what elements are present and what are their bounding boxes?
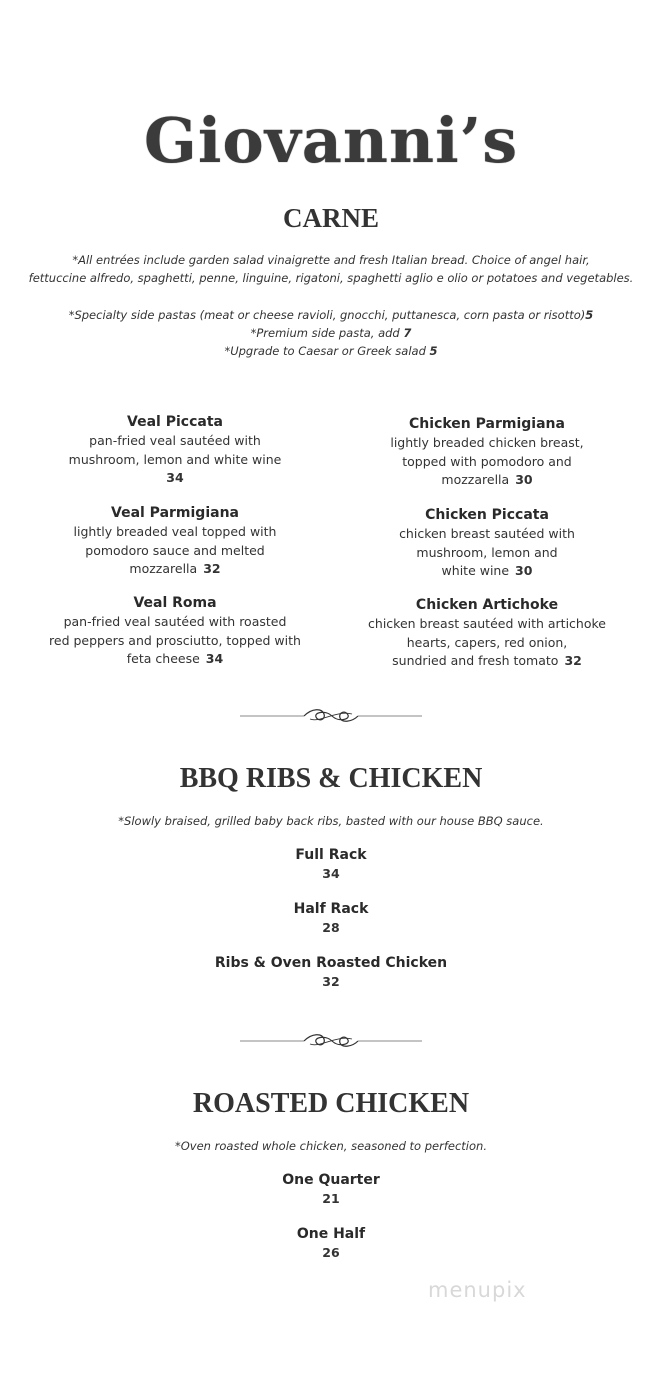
dish-name: Veal Roma <box>133 595 217 611</box>
carne-note-premium-text: *Premium side pasta, add <box>250 326 404 340</box>
dish-chicken-artichoke <box>352 595 622 671</box>
dish-desc-line: chicken breast sautéed with <box>399 526 575 541</box>
dish-price: 30 <box>515 472 533 487</box>
item-name: Full Rack <box>295 847 367 863</box>
dish-chicken-piccata <box>352 505 622 581</box>
dish-desc-last <box>352 471 622 490</box>
carne-note-specialty-text: *Specialty side pastas (meat or cheese ravioli, gnocchi, puttanesca, corn pasta or risotto) <box>68 308 586 322</box>
dish-price: 34 <box>166 470 184 485</box>
dish-desc-line: lightly breaded veal topped with <box>73 524 277 539</box>
dish-desc-last <box>352 562 622 581</box>
carne-note-specialty-price: 5 <box>585 308 594 322</box>
section-title-roasted-chicken: ROASTED CHICKEN <box>192 1088 470 1119</box>
roasted-note: *Oven roasted whole chicken, seasoned to perfection. <box>175 1139 487 1153</box>
dish-price: 30 <box>515 563 533 578</box>
carne-note-premium <box>0 324 662 342</box>
item-price: 21 <box>322 1191 340 1206</box>
dish-desc-line: topped with pomodoro and <box>402 453 572 469</box>
carne-note-entrees-line2: fettuccine alfredo, spaghetti, penne, linguine, rigatoni, spaghetti aglio e olio or potatoes and vegetables. <box>28 271 634 285</box>
dish-desc-last <box>352 652 622 671</box>
item-one-half <box>0 1225 662 1262</box>
dish-name: Chicken Piccata <box>425 507 549 523</box>
dish-name: Veal Parmigiana <box>111 505 239 521</box>
dish-desc-line: pan-fried veal sautéed with <box>89 433 261 448</box>
section-title-bbq: BBQ RIBS & CHICKEN <box>179 763 483 794</box>
dish-desc-line: lightly breaded chicken breast, <box>390 435 584 450</box>
carne-note-upgrade-price: 5 <box>429 344 438 358</box>
item-ribs-chicken <box>0 954 662 991</box>
dish-name: Chicken Artichoke <box>415 597 559 613</box>
item-half-rack <box>0 900 662 937</box>
dish-desc-line: mushroom, lemon and <box>416 544 558 560</box>
item-name: One Half <box>296 1226 366 1242</box>
dish-desc-line: pomodoro sauce and melted <box>85 542 265 558</box>
item-price: 34 <box>322 866 340 881</box>
dish-desc-last-text: mozzarella <box>441 472 510 487</box>
carne-note-premium-price: 7 <box>403 326 412 340</box>
dish-desc-line: pan-fried veal sautéed with roasted <box>63 614 287 629</box>
section-title-carne: CARNE <box>282 203 379 233</box>
carne-note-upgrade-text: *Upgrade to Caesar or Greek salad <box>224 344 430 358</box>
dish-price: 32 <box>203 561 221 576</box>
dish-desc-line: red peppers and prosciutto, topped with <box>49 632 301 648</box>
dish-name: Chicken Parmigiana <box>409 416 565 432</box>
carne-note-entrees-line1: *All entrées include garden salad vinaigrette and fresh Italian bread. Choice of angel hair, <box>72 253 590 267</box>
dish-veal-parmigiana <box>40 503 310 579</box>
item-name: Half Rack <box>293 901 369 917</box>
item-price: 32 <box>322 974 340 989</box>
item-name: One Quarter <box>282 1172 380 1188</box>
dish-desc-last-text: white wine <box>441 563 510 578</box>
flourish-divider-icon <box>240 1031 422 1051</box>
dish-veal-roma <box>40 593 310 669</box>
dish-desc-line: chicken breast sautéed with artichoke <box>368 616 606 631</box>
dish-desc-line: hearts, capers, red onion, <box>406 634 568 650</box>
dish-desc-last <box>40 560 310 579</box>
dish-chicken-parmigiana <box>352 414 622 490</box>
dish-price: 34 <box>205 651 224 666</box>
item-name: Ribs & Oven Roasted Chicken <box>214 955 448 971</box>
dish-desc-last-text: feta cheese <box>126 651 200 666</box>
flourish-divider-icon <box>240 706 422 726</box>
dish-desc-last-text: sundried and fresh tomato <box>392 653 559 668</box>
bbq-note: *Slowly braised, grilled baby back ribs, basted with our house BBQ sauce. <box>118 814 544 828</box>
item-price: 26 <box>322 1245 340 1260</box>
dish-name: Veal Piccata <box>127 414 223 430</box>
item-full-rack <box>0 846 662 883</box>
dish-desc-last-text: mozzarella <box>129 561 198 576</box>
dish-price: 32 <box>564 653 582 668</box>
carne-note-entrees <box>0 251 662 287</box>
item-price: 28 <box>322 920 340 935</box>
carne-note-upgrade <box>0 342 662 360</box>
dish-veal-piccata <box>40 412 310 488</box>
dish-desc-last <box>40 650 310 669</box>
restaurant-logo: Giovanni’s <box>143 104 519 177</box>
item-one-quarter <box>0 1171 662 1208</box>
carne-note-specialty <box>0 306 662 324</box>
menupix-watermark: menupix <box>428 1278 527 1302</box>
dish-desc-line: mushroom, lemon and white wine <box>68 451 282 467</box>
